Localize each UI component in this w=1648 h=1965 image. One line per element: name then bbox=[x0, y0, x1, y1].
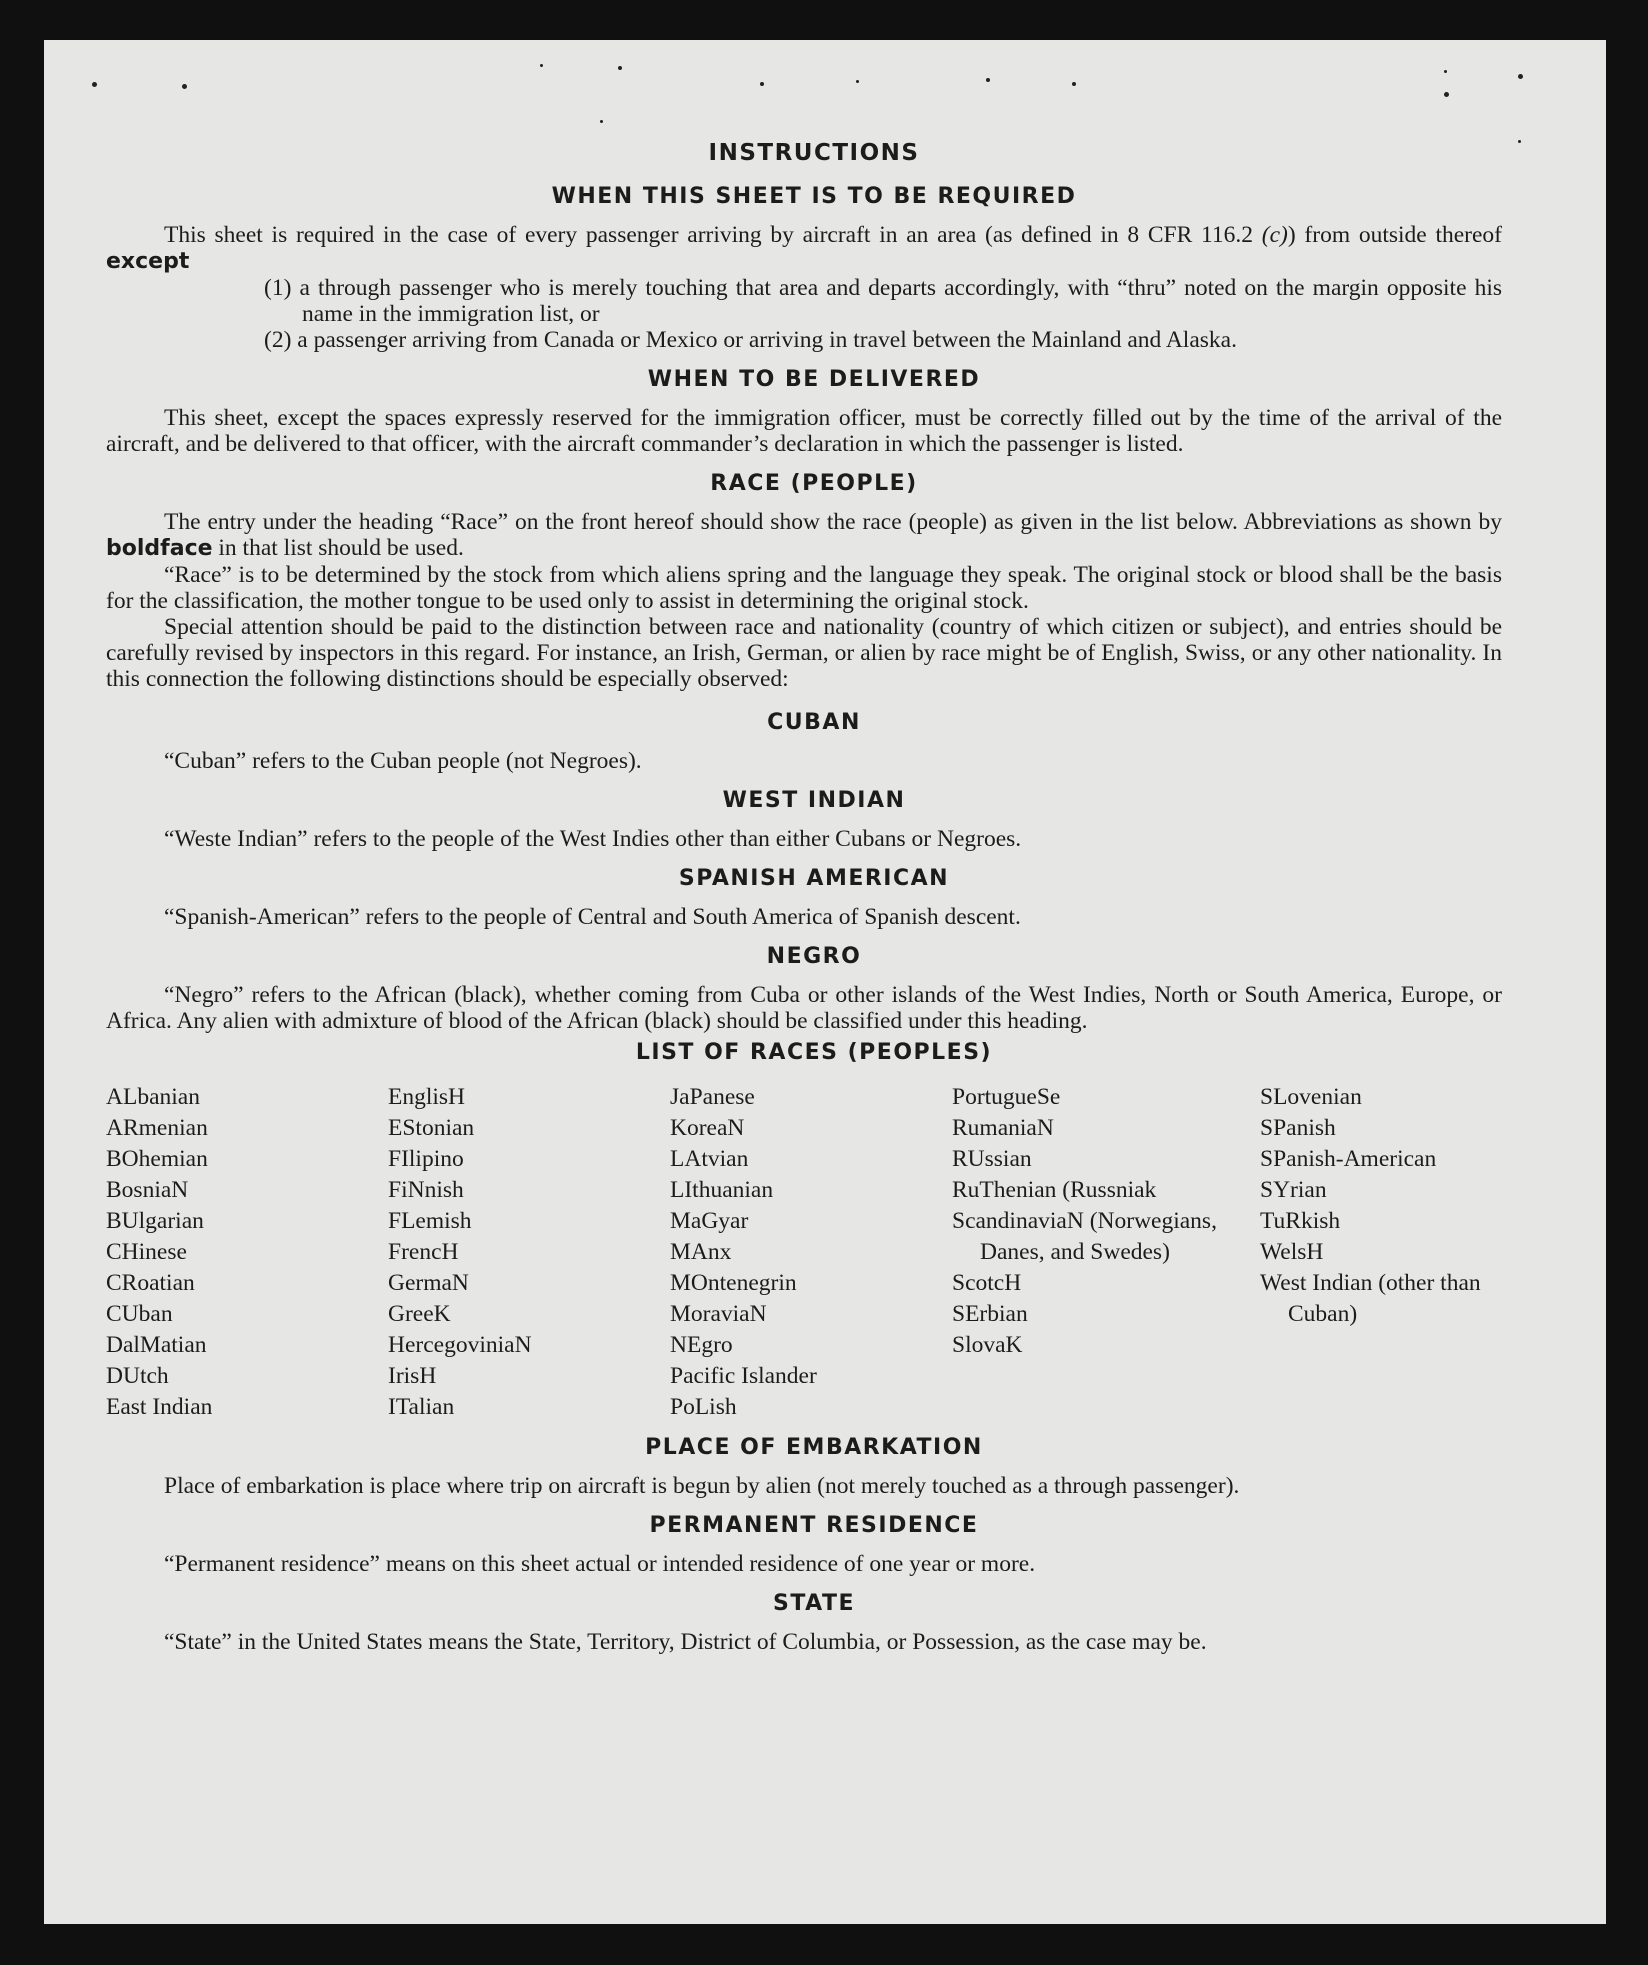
race-item: PortugueSe bbox=[952, 1084, 1061, 1110]
race-item: ScandinaviaN (Norwegians, Danes, and Swedes) bbox=[952, 1208, 1217, 1265]
boldface-word: boldface bbox=[106, 536, 213, 561]
race-item: SPanish-American bbox=[1260, 1146, 1437, 1172]
intro-text-2: ) from outside thereof bbox=[1287, 222, 1503, 248]
residence-text: “Permanent residence” means on this sheet actual or intended residence of one year or more. bbox=[164, 1551, 1036, 1577]
race-column-2 bbox=[388, 1082, 670, 1423]
race-item: EnglisH bbox=[388, 1084, 466, 1110]
race-paragraph-3: Special attention should be paid to the distinction between race and nationality (country of which citizen or subject), and entries should be carefully revised by inspectors in this regard. For instance, an Irish, German, or alien by race might be of English, Swiss, or any other nationality. In this connection the following distinctions should be especially observed: bbox=[106, 614, 1502, 692]
race-item: NEgro bbox=[670, 1332, 733, 1358]
race-item: ScotcH bbox=[952, 1270, 1022, 1296]
race-item: SlovaK bbox=[952, 1332, 1023, 1358]
document-sheet bbox=[44, 40, 1606, 1924]
race-item: TuRkish bbox=[1260, 1208, 1341, 1234]
race-item: MaGyar bbox=[670, 1208, 749, 1234]
heading-embarkation: PLACE OF EMBARKATION bbox=[645, 1435, 983, 1460]
speck-mark bbox=[618, 66, 622, 70]
race-item: East Indian bbox=[106, 1394, 213, 1420]
speck-mark bbox=[1444, 92, 1449, 97]
race-item: MOntenegrin bbox=[670, 1270, 797, 1296]
intro-ref: (c) bbox=[1261, 222, 1288, 248]
speck-mark bbox=[182, 84, 187, 89]
speck-mark bbox=[600, 120, 603, 123]
race-item: HercegoviniaN bbox=[388, 1332, 532, 1358]
race-item: RUssian bbox=[952, 1146, 1032, 1172]
race-item: MAnx bbox=[670, 1239, 732, 1265]
race-p1-text: The entry under the heading “Race” on the front hereof should show the race (people) as given in the list below. Abbreviations as shown by bbox=[164, 509, 1502, 535]
heading-negro: NEGRO bbox=[766, 944, 862, 969]
race-item: FLemish bbox=[388, 1208, 472, 1234]
speck-mark bbox=[1518, 140, 1521, 143]
required-intro bbox=[106, 222, 1502, 275]
document-title: INSTRUCTIONS bbox=[708, 140, 920, 166]
race-item: BosniaN bbox=[106, 1177, 189, 1203]
race-column-3 bbox=[670, 1082, 952, 1423]
race-item: LIthuanian bbox=[670, 1177, 774, 1203]
heading-spanish-american: SPANISH AMERICAN bbox=[678, 866, 950, 891]
race-item: FiNnish bbox=[388, 1177, 464, 1203]
race-item: ITalian bbox=[388, 1394, 455, 1420]
race-item: GreeK bbox=[388, 1301, 451, 1327]
race-item: West Indian (other than Cuban) bbox=[1260, 1270, 1481, 1327]
race-item: DalMatian bbox=[106, 1332, 207, 1358]
exception-item-1: (1) a through passenger who is merely touching that area and departs accordingly, with “thru” noted on the margin opposite his name in the immigration list, or bbox=[264, 275, 1502, 327]
race-item: BUlgarian bbox=[106, 1208, 204, 1234]
race-item: CRoatian bbox=[106, 1270, 195, 1296]
race-list bbox=[106, 1082, 1502, 1423]
race-item: EStonian bbox=[388, 1115, 475, 1141]
speck-mark bbox=[1072, 82, 1076, 86]
heading-west-indian: WEST INDIAN bbox=[722, 788, 906, 813]
race-item: CUban bbox=[106, 1301, 173, 1327]
race-item: WelsH bbox=[1260, 1239, 1324, 1265]
race-column-4 bbox=[952, 1082, 1260, 1423]
except-word: except bbox=[106, 249, 190, 274]
speck-mark bbox=[760, 82, 764, 86]
race-item: FrencH bbox=[388, 1239, 459, 1265]
embarkation-text: Place of embarkation is place where trip on aircraft is begun by alien (not merely touched as a through passenger). bbox=[164, 1473, 1240, 1499]
race-item: BOhemian bbox=[106, 1146, 208, 1172]
race-item: RumaniaN bbox=[952, 1115, 1054, 1141]
speck-mark bbox=[986, 78, 990, 82]
intro-text: This sheet is required in the case of every passenger arriving by aircraft in an area (as defined in 8 CFR 116.2 bbox=[164, 222, 1262, 248]
race-item: DUtch bbox=[106, 1363, 169, 1389]
race-paragraph-2: “Race” is to be determined by the stock from which aliens spring and the language they speak. The original stock or blood shall be the basis for the classification, the mother tongue to be used only to assist in determining the original stock. bbox=[106, 562, 1502, 614]
race-item: IrisH bbox=[388, 1363, 437, 1389]
speck-mark bbox=[540, 64, 543, 67]
heading-list-of-races: LIST OF RACES (PEOPLES) bbox=[635, 1040, 993, 1065]
heading-state: STATE bbox=[773, 1591, 855, 1616]
race-item: ALbanian bbox=[106, 1084, 200, 1110]
race-p1-text-2: in that list should be used. bbox=[212, 535, 464, 561]
race-item: SLovenian bbox=[1260, 1084, 1362, 1110]
heading-permanent-residence: PERMANENT RESIDENCE bbox=[649, 1513, 979, 1538]
west-indian-text: “Weste Indian” refers to the people of the West Indies other than either Cubans or Negroes. bbox=[164, 826, 1022, 852]
race-item: PoLish bbox=[670, 1394, 737, 1420]
heading-when-required: WHEN THIS SHEET IS TO BE REQUIRED bbox=[551, 184, 1077, 209]
race-item: LAtvian bbox=[670, 1146, 749, 1172]
spanish-american-text: “Spanish-American” refers to the people of Central and South America of Spanish descent. bbox=[164, 904, 1021, 930]
race-item: JaPanese bbox=[670, 1084, 755, 1110]
exception-item-2: (2) a passenger arriving from Canada or Mexico or arriving in travel between the Mainland and Alaska. bbox=[264, 327, 1237, 353]
speck-mark bbox=[1444, 70, 1447, 73]
speck-mark bbox=[92, 82, 97, 87]
cuban-text: “Cuban” refers to the Cuban people (not Negroes). bbox=[164, 748, 642, 774]
race-item: Pacific Islander bbox=[670, 1363, 817, 1389]
race-item: RuThenian (Russniak bbox=[952, 1177, 1157, 1203]
race-column-1 bbox=[106, 1082, 388, 1423]
race-item: ARmenian bbox=[106, 1115, 208, 1141]
heading-cuban: CUBAN bbox=[767, 710, 861, 735]
race-item: FIlipino bbox=[388, 1146, 464, 1172]
race-paragraph-1 bbox=[106, 509, 1502, 562]
negro-text: “Negro” refers to the African (black), whether coming from Cuba or other islands of the West Indies, North or South America, Europe, or Africa. Any alien with admixture of blood of the African (black) should be classified under this heading. bbox=[106, 982, 1502, 1034]
speck-mark bbox=[1518, 74, 1523, 79]
race-item: SErbian bbox=[952, 1301, 1028, 1327]
heading-race: RACE (PEOPLE) bbox=[710, 471, 918, 496]
race-item: KoreaN bbox=[670, 1115, 745, 1141]
race-item: CHinese bbox=[106, 1239, 187, 1265]
speck-mark bbox=[856, 80, 859, 83]
state-text: “State” in the United States means the State, Territory, District of Columbia, or Possession, as the case may be. bbox=[164, 1629, 1207, 1655]
race-item: GermaN bbox=[388, 1270, 469, 1296]
race-item: SPanish bbox=[1260, 1115, 1336, 1141]
race-column-5 bbox=[1260, 1082, 1500, 1423]
heading-when-delivered: WHEN TO BE DELIVERED bbox=[647, 367, 981, 392]
race-item: MoraviaN bbox=[670, 1301, 767, 1327]
race-item: SYrian bbox=[1260, 1177, 1327, 1203]
delivered-text: This sheet, except the spaces expressly reserved for the immigration officer, must be correctly filled out by the time of the arrival of the aircraft, and be delivered to that officer, with the aircraft commander’s declaration in which the passenger is listed. bbox=[106, 405, 1502, 457]
